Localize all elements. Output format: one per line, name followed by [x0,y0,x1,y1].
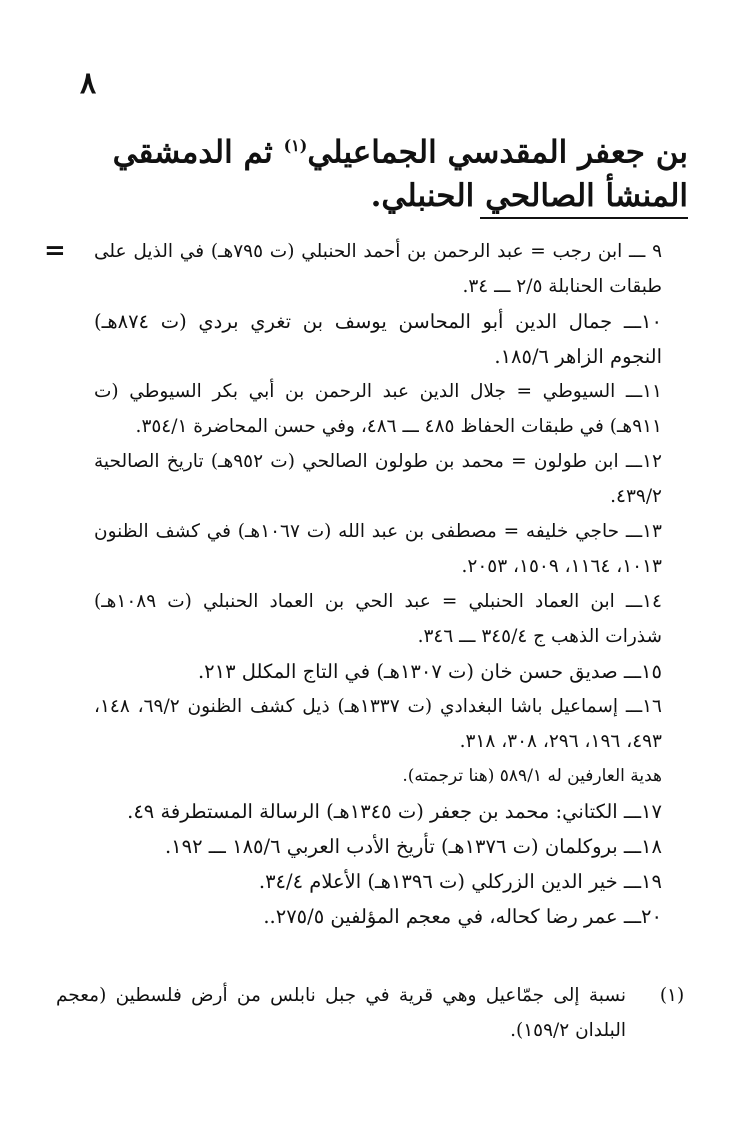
bibliography-entry: ٩ ـــ ابن رجب = عبد الرحمن بن أحمد الحنبلي (ت ٧٩٥هـ) في الذيل على طبقات الحنابلة ٢/٥ ـــ ٣٤. [94,241,662,297]
bibliography-entry: ١٦ـــ إسماعيل باشا البغدادي (ت ١٣٣٧هـ) ذيل كشف الظنون ٦٩/٢، ١٤٨، ٤٩٣، ١٩٦، ٢٩٦، ٣٠٨، ٣١٨. [94,696,662,752]
bibliography-entry: ١٣ـــ حاجي خليفه = مصطفى بن عبد الله (ت ١٠٦٧هـ) في كشف الظنون ١٠١٣، ١١٦٤، ١٥٠٩، ٢٠٥٣. [94,521,662,577]
bibliography-entry: ١٠ـــ جمال الدين أبو المحاسن يوسف بن تغري بردي (ت ٨٧٤هـ) النجوم الزاهر ١٨٥/٦. [94,310,662,368]
heading-rest-text: ثم الدمشقي المنشأ الصالحي الحنبلي. [112,134,688,215]
bibliography-entry: هدية العارفين له ٥٨٩/١ (هنا ترجمته). [402,766,662,786]
heading-underline [480,217,688,219]
footnote-reference: (١) [283,136,308,155]
bibliography-entry: ١٥ـــ صديق حسن خان (ت ١٣٠٧هـ) في التاج المكلل ٢١٣. [197,660,662,683]
bibliography-list [94,234,662,934]
bibliography-entry: ١٧ـــ الكتاني: محمد بن جعفر (ت ١٣٤٥هـ) الرسالة المستطرفة ٤٩. [127,800,662,823]
bibliography-entry: ٢٠ـــ عمر رضا كحاله، في معجم المؤلفين ٢٧٥/٥.. [263,905,662,928]
continuation-mark: = [44,236,66,266]
footnote-text: نسبة إلى جمّاعيل وهي قرية في جبل نابلس من أرض فلسطين (معجم البلدان ١٥٩/٢). [56,985,626,1041]
bibliography-entry: ١٩ـــ خير الدين الزركلي (ت ١٣٩٦هـ) الأعلام ٣٤/٤. [258,870,662,893]
bibliography-entry: ١٢ـــ ابن طولون = محمد بن طولون الصالحي (ت ٩٥٢هـ) تاريخ الصالحية ٤٣٩/٢. [94,451,662,507]
footnote-marker: (١) [659,985,685,1006]
bibliography-entry: ١٤ـــ ابن العماد الحنبلي = عبد الحي بن العماد الحنبلي (ت ١٠٨٩هـ) شذرات الذهب ج ٣٤٥/٤ ـــ ٣٤٦. [94,591,662,647]
heading-main-text: بن جعفر المقدسي الجماعيلي [307,134,688,171]
bibliography-entry: ١٨ـــ بروكلمان (ت ١٣٧٦هـ) تأريخ الأدب العربي ١٨٥/٦ ـــ ١٩٢. [164,835,662,858]
page-number: ٨ [80,66,97,101]
bibliography-entry: ١١ـــ السيوطي = جلال الدين عبد الرحمن بن أبي بكر السيوطي (ت ٩١١هـ) في طبقات الحفاظ ٤٨٥ ـــ ٤٨٦، وفي حسن المحاضرة ٣٥٤/١. [94,381,662,437]
page-heading [88,124,688,218]
